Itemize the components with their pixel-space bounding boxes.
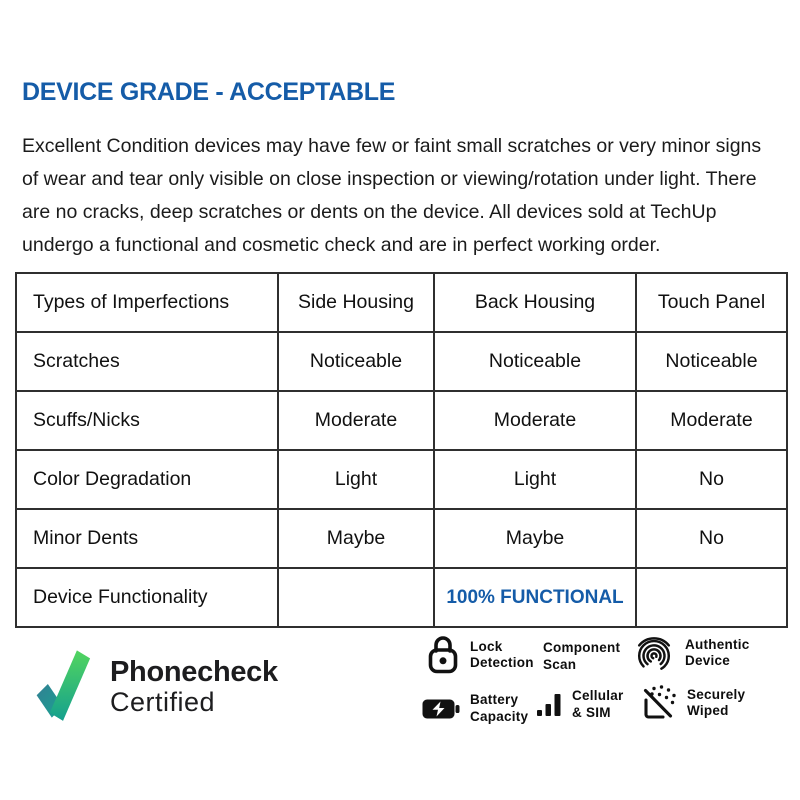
feature-cellular-sim: [536, 688, 624, 721]
feature-authentic-device: [633, 630, 750, 676]
feature-lock-detection: [426, 634, 534, 676]
phonecheck-checkmark-icon: [34, 648, 100, 728]
cell-value: No: [636, 509, 787, 568]
wipe-icon: [641, 684, 677, 722]
phonecheck-logo: [34, 648, 278, 728]
feature-component-scan: [543, 640, 620, 673]
battery-icon: [422, 697, 460, 721]
certification-features: [420, 630, 796, 748]
feature-label: Authentic Device: [685, 636, 750, 668]
row-label: Scratches: [16, 332, 278, 391]
cell-value: Noticeable: [434, 332, 636, 391]
cell-value: [636, 568, 787, 627]
header-touch-panel: Touch Panel: [636, 273, 787, 332]
description-line: Excellent Condition devices may have few or faint small scratches or very minor signs: [22, 135, 762, 157]
table-row: [16, 450, 787, 509]
cell-value: Noticeable: [636, 332, 787, 391]
header-types: Types of Imperfections: [16, 273, 278, 332]
table-row: [16, 332, 787, 391]
header-side-housing: Side Housing: [278, 273, 434, 332]
lock-icon: [426, 634, 460, 676]
row-label: Color Degradation: [16, 450, 278, 509]
feature-label: Cellular & SIM: [572, 688, 624, 720]
cell-value: Noticeable: [278, 332, 434, 391]
table-header-row: [16, 273, 787, 332]
description-line: undergo a functional and cosmetic check and are in perfect working order.: [22, 234, 661, 256]
description-line: of wear and tear only visible on close inspection or viewing/rotation under light. There: [22, 168, 757, 190]
imperfections-table: [15, 272, 788, 628]
feature-label: Component Scan: [543, 640, 621, 672]
signal-bars-icon: [536, 692, 562, 718]
row-label: Device Functionality: [16, 568, 278, 627]
cell-value: Light: [434, 450, 636, 509]
feature-label: Securely Wiped: [687, 686, 746, 718]
cell-value: [278, 568, 434, 627]
feature-label: Lock Detection: [470, 638, 534, 670]
grade-description: [22, 130, 782, 262]
fingerprint-icon: [633, 630, 675, 676]
cell-value: Moderate: [434, 391, 636, 450]
description-line: are no cracks, deep scratches or dents on the device. All devices sold at TechUp: [22, 201, 717, 223]
functional-status: 100% FUNCTIONAL: [434, 568, 636, 627]
cell-value: No: [636, 450, 787, 509]
row-label: Scuffs/Nicks: [16, 391, 278, 450]
feature-label: Battery Capacity: [470, 692, 529, 724]
cell-value: Moderate: [278, 391, 434, 450]
table-row: [16, 568, 787, 627]
cell-value: Moderate: [636, 391, 787, 450]
table-row: [16, 391, 787, 450]
phonecheck-name: Phonecheck: [110, 656, 278, 688]
row-label: Minor Dents: [16, 509, 278, 568]
cell-value: Maybe: [434, 509, 636, 568]
phonecheck-logo-text: [110, 657, 278, 719]
feature-securely-wiped: [641, 684, 745, 722]
table-row: [16, 509, 787, 568]
header-back-housing: Back Housing: [434, 273, 636, 332]
feature-battery-capacity: [422, 692, 528, 725]
phonecheck-certified: Certified: [110, 687, 216, 717]
cell-value: Maybe: [278, 509, 434, 568]
page-title: DEVICE GRADE - ACCEPTABLE: [22, 78, 396, 106]
cell-value: Light: [278, 450, 434, 509]
